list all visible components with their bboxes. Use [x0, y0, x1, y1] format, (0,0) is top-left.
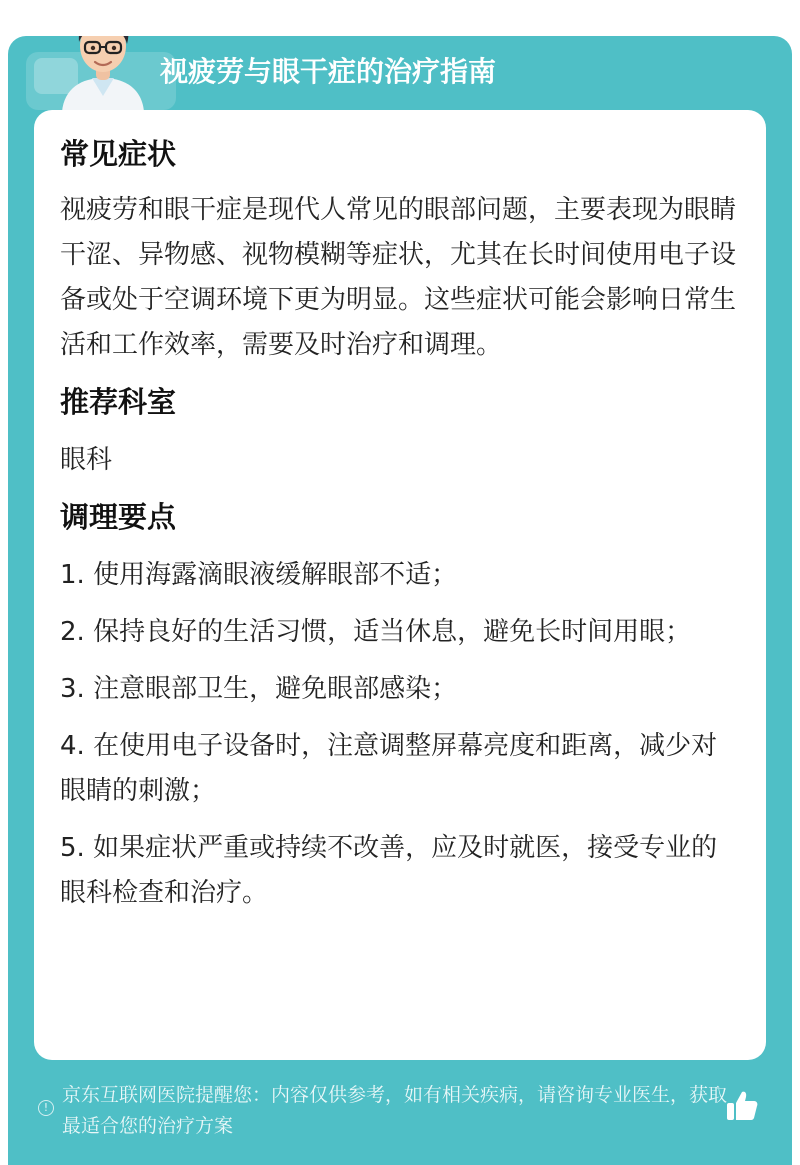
footer [8, 1070, 792, 1165]
care-item: 3. 注意眼部卫生，避免眼部感染； [60, 674, 458, 704]
doctor-avatar-icon [48, 36, 158, 112]
care-item: 1. 使用海露滴眼液缓解眼部不适； [60, 560, 458, 590]
disclaimer-text: 京东互联网医院提醒您：内容仅供参考，如有相关疾病，请咨询专业医生，获取最适合您的治疗方案 [62, 1084, 728, 1137]
care-item: 5. 如果症状严重或持续不改善，应及时就医，接受专业的眼科检查和治疗。 [60, 833, 718, 908]
care-item: 4. 在使用电子设备时，注意调整屏幕亮度和距离，减少对眼睛的刺激； [60, 731, 718, 806]
section-title-symptoms: 常见症状 [60, 137, 177, 171]
guide-card [8, 36, 792, 1165]
section-title-department: 推荐科室 [60, 385, 177, 419]
content-panel [34, 110, 766, 1060]
page-title: 视疲劳与眼干症的治疗指南 [160, 55, 497, 88]
section-title-care: 调理要点 [60, 500, 177, 534]
info-icon: ! [38, 1100, 54, 1116]
thumbs-up-icon[interactable] [724, 1088, 760, 1124]
department-text: 眼科 [60, 445, 113, 475]
symptoms-text: 视疲劳和眼干症是现代人常见的眼部问题，主要表现为眼睛干涩、异物感、视物模糊等症状，尤其在长时间使用电子设备或处于空调环境下更为明显。这些症状可能会影响日常生活和工作效率，需要及时治疗和调理。 [60, 195, 737, 360]
care-list [60, 553, 742, 916]
care-item: 2. 保持良好的生活习惯，适当休息，避免长时间用眼； [60, 617, 692, 647]
